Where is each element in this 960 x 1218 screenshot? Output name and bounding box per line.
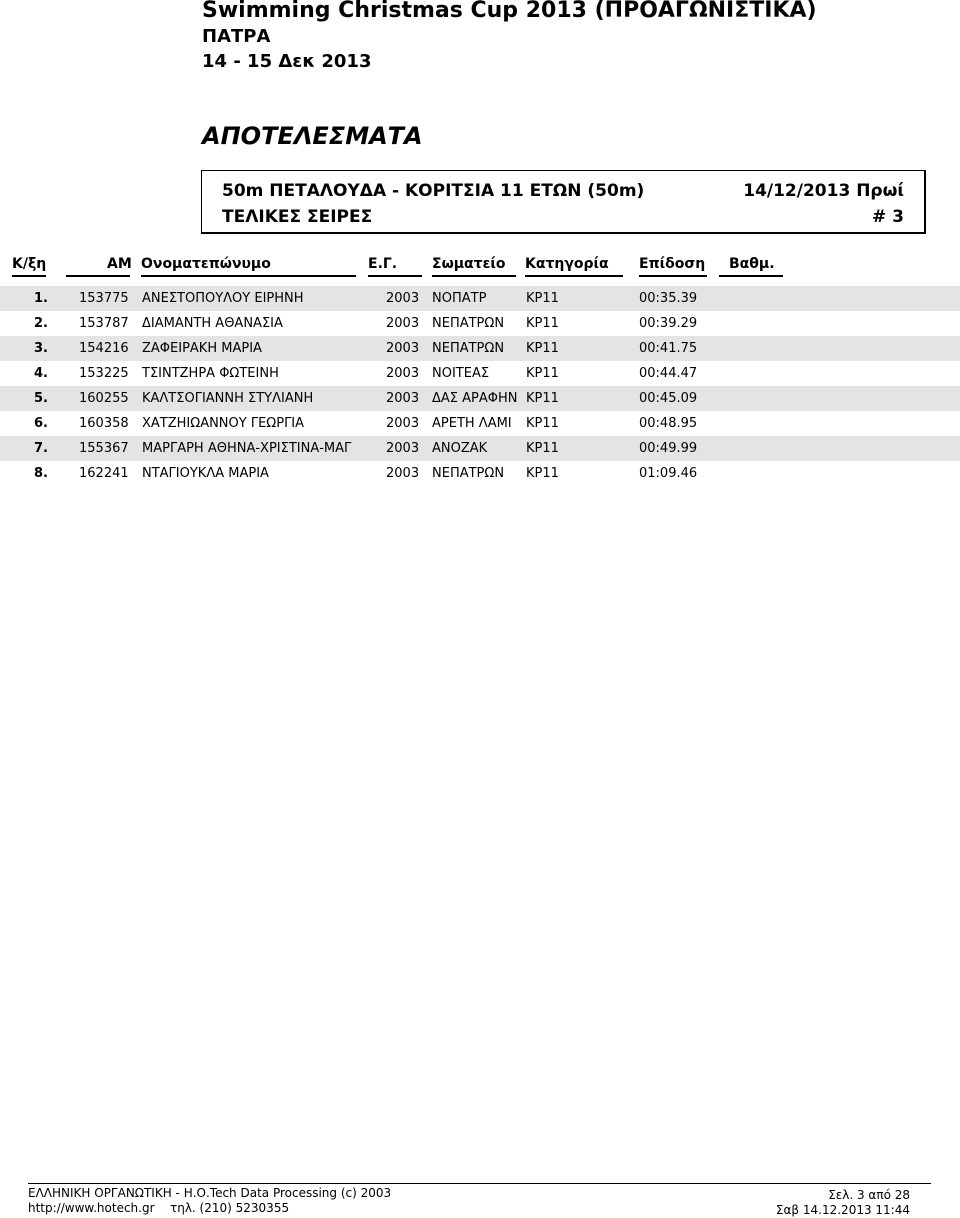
header-underline xyxy=(432,275,516,277)
result-place: 4. xyxy=(34,366,48,381)
result-place: 2. xyxy=(34,316,48,331)
result-time: 00:41.75 xyxy=(639,341,698,356)
result-year: 2003 xyxy=(386,416,420,431)
table-row xyxy=(0,386,960,411)
result-place: 6. xyxy=(34,416,48,431)
result-place: 8. xyxy=(34,466,48,481)
column-header-time: Επίδοση xyxy=(639,256,706,272)
header-underline xyxy=(12,275,46,277)
column-header-name: Ονοματεπώνυμο xyxy=(141,256,271,272)
column-header-club: Σωματείο xyxy=(432,256,506,272)
column-header-points: Βαθμ. xyxy=(729,256,775,272)
result-am: 162241 xyxy=(79,466,129,481)
result-am: 154216 xyxy=(79,341,129,356)
result-place: 7. xyxy=(34,441,48,456)
result-year: 2003 xyxy=(386,316,420,331)
result-am: 153225 xyxy=(79,366,129,381)
result-am: 160255 xyxy=(79,391,129,406)
event-name: 50m ΠΕΤΑΛΟΥΔΑ - ΚΟΡΙΤΣΙΑ 11 ΕΤΩΝ (50m) xyxy=(222,181,645,201)
meet-city: ΠΑΤΡΑ xyxy=(202,26,271,47)
header-underline xyxy=(719,275,783,277)
footer-phone: τηλ. (210) 5230355 xyxy=(170,1201,290,1215)
results-table xyxy=(0,286,960,486)
event-heat-number: # 3 xyxy=(872,207,904,227)
result-club: ΔΑΣ ΑΡΑΦΗΝ xyxy=(432,391,518,406)
result-club: ΝΟΠΑΤΡ xyxy=(432,291,487,306)
result-club: ΝΕΠΑΤΡΩΝ xyxy=(432,316,505,331)
table-row xyxy=(0,336,960,361)
result-year: 2003 xyxy=(386,466,420,481)
header-underline xyxy=(66,275,130,277)
result-year: 2003 xyxy=(386,291,420,306)
header-underline xyxy=(639,275,707,277)
result-category: ΚΡ11 xyxy=(526,391,559,406)
event-info-box xyxy=(201,170,926,234)
result-year: 2003 xyxy=(386,366,420,381)
result-am: 155367 xyxy=(79,441,129,456)
footer-divider xyxy=(28,1183,931,1184)
results-heading: ΑΠΟΤΕΛΕΣΜΑΤΑ xyxy=(202,122,423,150)
result-name: ΖΑΦΕΙΡΑΚΗ ΜΑΡΙΑ xyxy=(142,341,262,356)
result-am: 153775 xyxy=(79,291,129,306)
column-header-year: Ε.Γ. xyxy=(368,256,398,272)
result-time: 00:35.39 xyxy=(639,291,698,306)
result-year: 2003 xyxy=(386,391,420,406)
result-time: 00:44.47 xyxy=(639,366,698,381)
table-row xyxy=(0,461,960,486)
result-place: 1. xyxy=(34,291,48,306)
result-time: 00:45.09 xyxy=(639,391,698,406)
footer-print-timestamp: Σαβ 14.12.2013 11:44 xyxy=(775,1203,910,1217)
result-name: ΑΝΕΣΤΟΠΟΥΛΟΥ ΕΙΡΗΝΗ xyxy=(142,291,304,306)
result-club: ΑΝΟΖΑΚ xyxy=(432,441,488,456)
table-row xyxy=(0,411,960,436)
result-category: ΚΡ11 xyxy=(526,416,559,431)
result-category: ΚΡ11 xyxy=(526,341,559,356)
event-date-session: 14/12/2013 Πρωί xyxy=(743,181,904,201)
footer-company: ΕΛΛΗΝΙΚΗ ΟΡΓΑΝΩΤΙΚΗ - Η.Ο.Tech Data Processing (c) 2003 xyxy=(28,1186,392,1200)
result-time: 00:48.95 xyxy=(639,416,698,431)
result-time: 00:39.29 xyxy=(639,316,698,331)
table-row xyxy=(0,311,960,336)
result-category: ΚΡ11 xyxy=(526,466,559,481)
result-year: 2003 xyxy=(386,441,420,456)
column-header-am: ΑΜ xyxy=(107,256,132,272)
table-row xyxy=(0,361,960,386)
result-club: ΑΡΕΤΗ ΛΑΜΙ xyxy=(432,416,512,431)
result-place: 3. xyxy=(34,341,48,356)
table-row xyxy=(0,436,960,461)
result-name: ΜΑΡΓΑΡΗ ΑΘΗΝΑ-ΧΡΙΣΤΙΝΑ-ΜΑΓ xyxy=(142,441,352,456)
meet-dates: 14 - 15 Δεκ 2013 xyxy=(202,51,372,72)
result-club: ΝΟΙΤΕΑΣ xyxy=(432,366,490,381)
result-year: 2003 xyxy=(386,341,420,356)
result-name: ΧΑΤΖΗΙΩΑΝΝΟΥ ΓΕΩΡΓΙΑ xyxy=(142,416,305,431)
result-category: ΚΡ11 xyxy=(526,316,559,331)
result-name: ΤΣΙΝΤΖΗΡΑ ΦΩΤΕΙΝΗ xyxy=(142,366,279,381)
result-category: ΚΡ11 xyxy=(526,441,559,456)
result-name: ΔΙΑΜΑΝΤΗ ΑΘΑΝΑΣΙΑ xyxy=(142,316,283,331)
result-club: ΝΕΠΑΤΡΩΝ xyxy=(432,341,505,356)
result-category: ΚΡ11 xyxy=(526,366,559,381)
result-category: ΚΡ11 xyxy=(526,291,559,306)
result-place: 5. xyxy=(34,391,48,406)
result-am: 160358 xyxy=(79,416,129,431)
header-underline xyxy=(368,275,422,277)
column-header-category: Κατηγορία xyxy=(525,256,609,272)
footer-website-link[interactable]: http://www.hotech.gr xyxy=(28,1201,155,1215)
table-row xyxy=(0,286,960,311)
footer-page-number: Σελ. 3 από 28 xyxy=(828,1188,910,1202)
result-time: 00:49.99 xyxy=(639,441,698,456)
result-name: ΝΤΑΓΙΟΥΚΛΑ ΜΑΡΙΑ xyxy=(142,466,269,481)
column-header-place: Κ/ξη xyxy=(12,256,47,272)
result-name: ΚΑΛΤΣΟΓΙΑΝΝΗ ΣΤΥΛΙΑΝΗ xyxy=(142,391,314,406)
result-am: 153787 xyxy=(79,316,129,331)
header-underline xyxy=(141,275,356,277)
result-club: ΝΕΠΑΤΡΩΝ xyxy=(432,466,505,481)
meet-title: Swimming Christmas Cup 2013 (ΠΡΟΑΓΩΝΙΣΤΙΚΑ) xyxy=(202,0,817,23)
event-round: ΤΕΛΙΚΕΣ ΣΕΙΡΕΣ xyxy=(222,207,373,227)
header-underline xyxy=(525,275,623,277)
result-time: 01:09.46 xyxy=(639,466,698,481)
